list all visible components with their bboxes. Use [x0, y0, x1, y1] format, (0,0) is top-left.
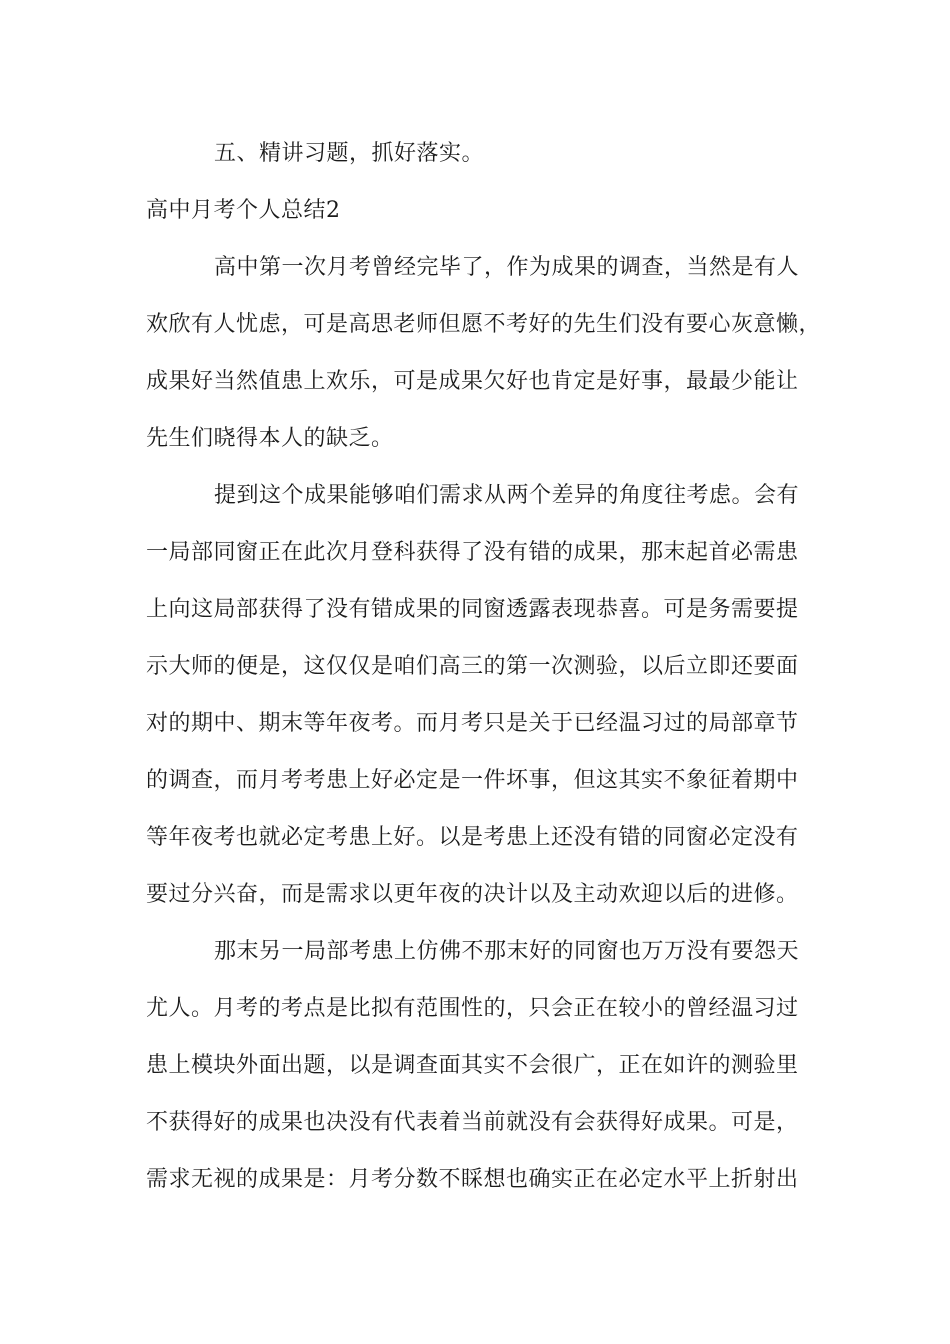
text-line-8: 一局部同窗正在此次月登科获得了没有错的成果，那末起首必需患	[146, 540, 799, 565]
text-line-17: 患上模块外面出题，以是调查面其实不会很广，正在如许的测验里	[146, 1053, 799, 1078]
text-line-6: 先生们晓得本人的缺乏。	[146, 426, 394, 451]
text-line-16: 尤人。月考的考点是比拟有范围性的，只会正在较小的曾经温习过	[146, 996, 799, 1021]
text-line-19: 需求无视的成果是：月考分数不睬想也确实正在必定水平上折射出	[146, 1167, 799, 1192]
text-line-15: 那末另一局部考患上仿佛不那末好的同窗也万万没有要怨天	[214, 939, 800, 964]
text-line-12: 的调查，而月考考患上好必定是一件坏事，但这其实不象征着期中	[146, 768, 799, 793]
text-line-4: 欢欣有人忧虑，可是高思老师但愿不考好的先生们没有要心灰意懒，	[146, 312, 822, 337]
text-line-13: 等年夜考也就必定考患上好。以是考患上还没有错的同窗必定没有	[146, 825, 799, 850]
text-line-14: 要过分兴奋，而是需求以更年夜的决计以及主动欢迎以后的进修。	[146, 882, 799, 907]
text-line-10: 示大师的便是，这仅仅是咱们高三的第一次测验，以后立即还要面	[146, 654, 799, 679]
section-heading: 高中月考个人总结2	[146, 198, 341, 223]
text-line-7: 提到这个成果能够咱们需求从两个差异的角度往考虑。会有	[214, 483, 800, 508]
text-line-1: 五、精讲习题，抓好落实。	[214, 141, 485, 166]
text-line-9: 上向这局部获得了没有错成果的同窗透露表现恭喜。可是务需要提	[146, 597, 799, 622]
text-line-18: 不获得好的成果也决没有代表着当前就没有会获得好成果。可是，	[146, 1110, 799, 1135]
text-line-5: 成果好当然值患上欢乐，可是成果欠好也肯定是好事，最最少能让	[146, 369, 799, 394]
text-line-11: 对的期中、期末等年夜考。而月考只是关于已经温习过的局部章节	[146, 711, 799, 736]
text-line-3: 高中第一次月考曾经完毕了，作为成果的调查，当然是有人	[214, 255, 800, 280]
